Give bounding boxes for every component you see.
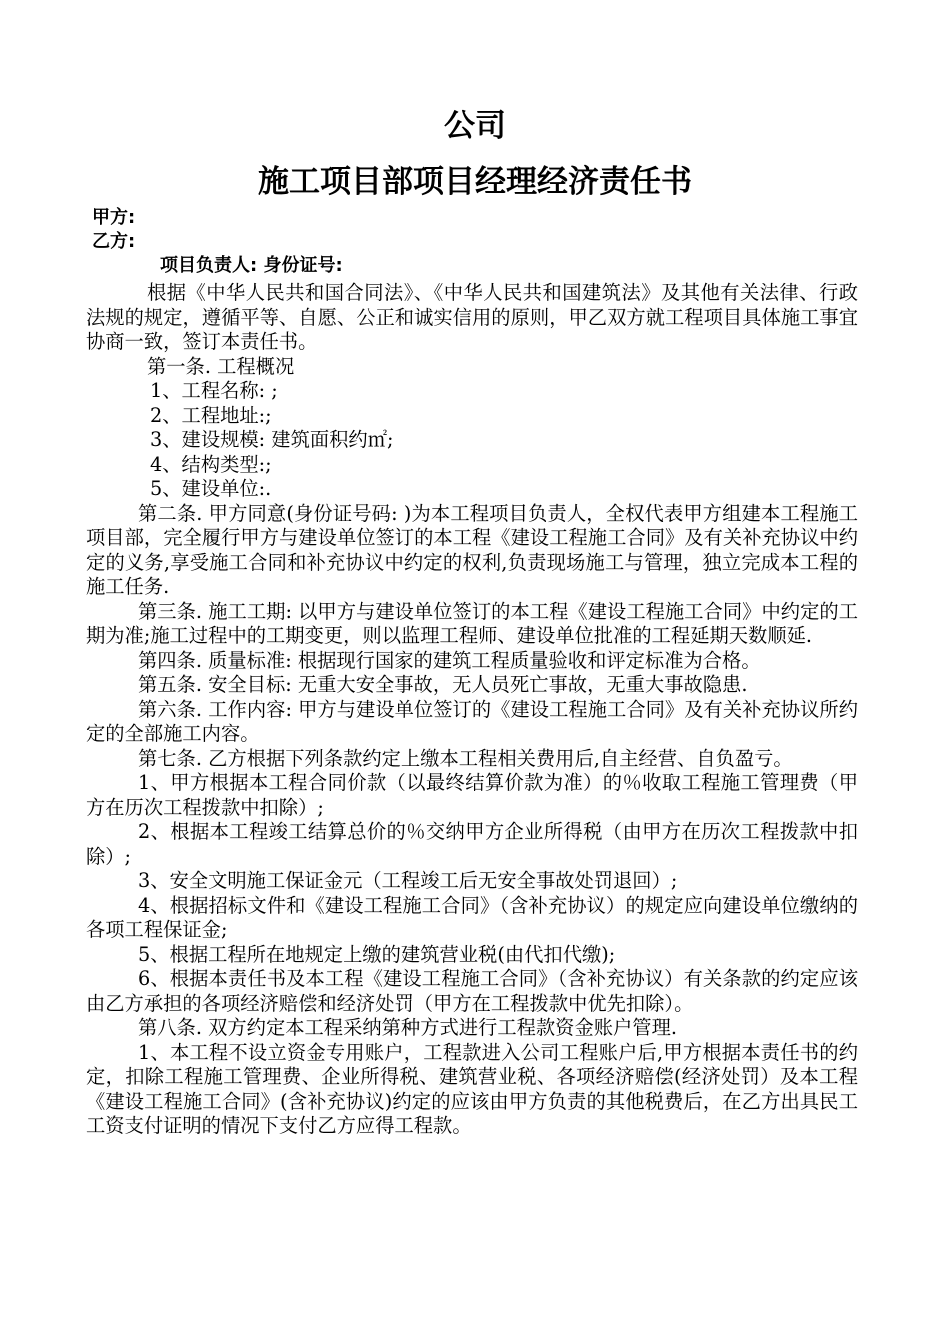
list-item: 4、结构类型:;	[150, 452, 272, 476]
article-6: 第六条. 工作内容: 甲方与建设单位签订的《建设工程施工合同》及有关补充协议所约定的全部施工内容。	[86, 697, 858, 745]
article-1-heading: 第一条. 工程概况	[147, 354, 295, 378]
company-title: 公司	[444, 108, 506, 144]
list-item: 5、根据工程所在地规定上缴的建筑营业税(由代扣代缴);	[138, 942, 616, 966]
article-8: 第八条. 双方约定本工程采纳第种方式进行工程款资金账户管理.	[138, 1016, 677, 1039]
paragraph-preamble: 根据《中华人民共和国合同法》、《中华人民共和国建筑法》及其他有关法律、行政法规的规定，遵循平等、自愿、公正和诚实信用的原则，甲乙双方就工程项目具体施工事宜协商一致，签订本责任书。	[86, 281, 858, 353]
document-body	[86, 281, 858, 1139]
article-2: 第二条. 甲方同意(身份证号码: )为本工程项目负责人，全权代表甲方组建本工程施工项目部，完全履行甲方与建设单位签订的本工程《建设工程施工合同》及有关补充协议中约定的义务,享受施工合同和补充协议中约定的权利,负责现场施工与管理，独立完成本工程的施工任务.	[86, 501, 858, 598]
article-3: 第三条. 施工工期: 以甲方与建设单位签订的本工程《建设工程施工合同》中约定的工期为准;施工过程中的工期变更，则以监理工程师、建设单位批准的工程延期天数顺延.	[86, 599, 858, 647]
list-item: 1、本工程不设立资金专用账户，工程款进入公司工程账户后,甲方根据本责任书的约定，扣除工程施工管理费、企业所得税、建筑营业税、各项经济赔偿(经济处罚）及本工程《建设工程施工合同》(含补充协议)约定的应该由甲方负责的其他税费后，在乙方出具民工工资支付证明的情况下支付乙方应得工程款。	[86, 1040, 858, 1137]
article-5: 第五条. 安全目标: 无重大安全事故，无人员死亡事故，无重大事故隐患.	[138, 673, 748, 696]
list-item: 3、建设规模: 建筑面积约㎡;	[150, 428, 394, 451]
party-b-label: 乙方:	[92, 231, 136, 252]
list-item: 1、工程名称: ;	[150, 379, 278, 402]
list-item: 6、根据本责任书及本工程《建设工程施工合同》（含补充协议）有关条款的约定应该由乙方承担的各项经济赔偿和经济处罚（甲方在工程拨款中优先扣除）。	[86, 967, 858, 1015]
list-item: 3、安全文明施工保证金元（工程竣工后无安全事故处罚退回）;	[138, 869, 678, 892]
list-item: 2、根据本工程竣工结算总价的％交纳甲方企业所得税（由甲方在历次工程拨款中扣除）;	[86, 820, 858, 868]
list-item: 2、工程地址:;	[150, 403, 272, 427]
party-a-label: 甲方:	[92, 207, 136, 228]
article-7: 第七条. 乙方根据下列条款约定上缴本工程相关费用后,自主经营、自负盈亏。	[138, 746, 793, 770]
article-4: 第四条. 质量标准: 根据现行国家的建筑工程质量验收和评定标准为合格。	[138, 648, 761, 672]
list-item: 4、根据招标文件和《建设工程施工合同》（含补充协议）的规定应向建设单位缴纳的各项工程保证金;	[86, 893, 858, 941]
document-title: 施工项目部项目经理经济责任书	[258, 164, 692, 200]
project-leader-label: 项目负责人: 身份证号:	[160, 255, 343, 276]
list-item: 1、甲方根据本工程合同价款（以最终结算价款为准）的％收取工程施工管理费（甲方在历次工程拨款中扣除）;	[86, 771, 858, 819]
list-item: 5、建设单位:.	[150, 477, 272, 500]
